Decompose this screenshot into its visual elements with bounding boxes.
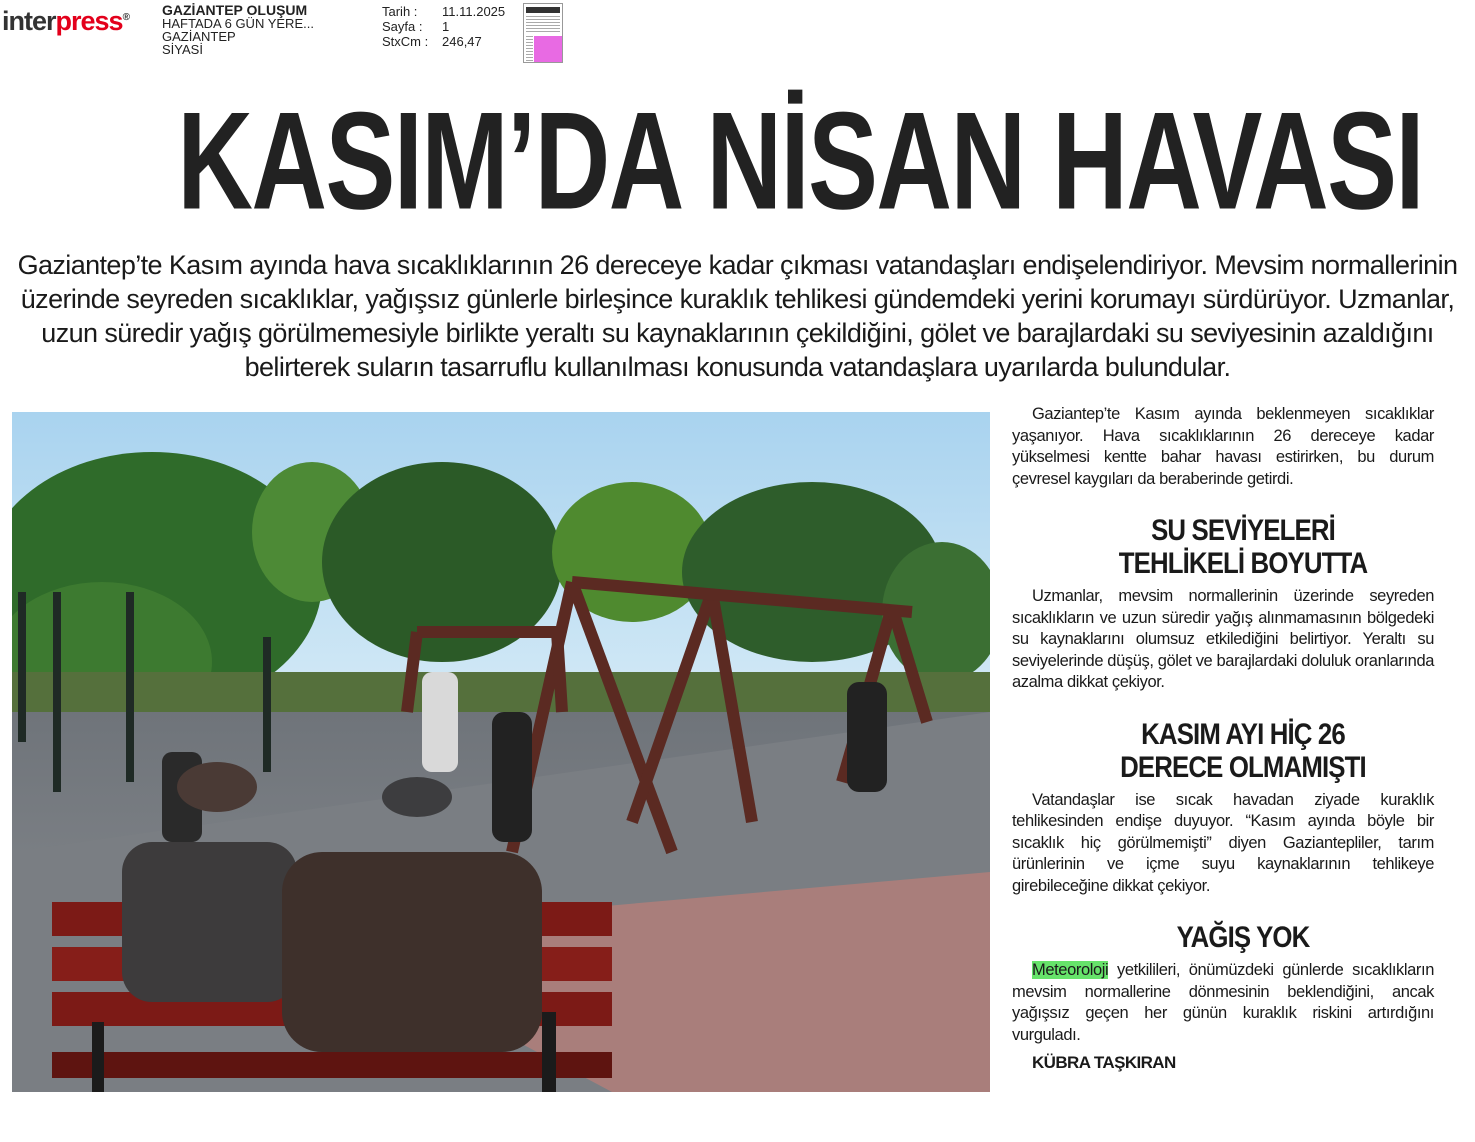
article-sidebar [1012, 402, 1434, 1074]
interpress-logo [2, 6, 129, 37]
author-byline: KÜBRA TAŞKIRAN [1032, 1053, 1176, 1072]
date-value: 11.11.2025 [442, 4, 506, 19]
thumbnail-text [526, 16, 560, 34]
page-label: Sayfa : [382, 19, 423, 34]
thumbnail-masthead [526, 7, 560, 13]
publication-category: SİYASİ [162, 42, 203, 57]
highlighted-keyword: Meteoroloji [1032, 961, 1109, 979]
date-label: Tarih : [382, 4, 418, 19]
page-value: 1 [442, 19, 450, 34]
section1-title [1079, 514, 1408, 580]
section2-title [1079, 718, 1408, 784]
section3-body [1012, 960, 1434, 1046]
thumbnail-article-highlight [534, 36, 562, 62]
clipping-meta [382, 4, 505, 49]
article-lead: Gaziantep’te Kasım ayında hava sıcaklıklarının 26 dereceye kadar çıkması vatandaşları endişelendiriyor. Mevsim normallerinin üzerinde seyreden sıcaklıklar, yağışsız günlerle birleşince kuraklık tehlikesi gündemdeki yerini korumayı sürdürüyor. Uzmanlar, uzun süredir yağış görülmemesiyle birlikte yeraltı su kaynaklarının çekildiğini, gölet ve barajlardaki su seviyesinin azaldığını belirterek suların tasarruflu kullanılması konusunda vatandaşlara uyarılarda bulundular. [17, 250, 1458, 382]
size-label: StxCm : [382, 34, 429, 49]
publication-city: GAZİANTEP [162, 29, 236, 44]
section1-title-line2: TEHLİKELİ BOYUTTA [1118, 547, 1368, 580]
section2-title-line2: DERECE OLMAMIŞTI [1120, 750, 1366, 784]
section2-body: Vatandaşlar ise sıcak havadan ziyade kuraklık tehlikesinden endişe duyuyor. “Kasım ayında böyle bir sıcaklık hiç görülmemişti” diyen Gaziantepliler, tarım ürünlerinin ve içme suyu kaynaklarının tehlikeye girebileceğine dikkat çekiyor. [1012, 790, 1434, 895]
logo-registered: ® [122, 12, 129, 23]
section3-title: YAĞIŞ YOK [1176, 921, 1310, 954]
publication-name: GAZİANTEP OLUŞUM [162, 2, 308, 18]
article-headline: KASIM’DA NİSAN HAVASI [177, 82, 1424, 239]
publication-frequency: HAFTADA 6 GÜN YERE... [162, 16, 314, 31]
section1-title-line1: SU SEVİYELERİ [1151, 514, 1335, 547]
publication-info [162, 4, 314, 56]
section3-body-text: yetkilileri, önümüzdeki günlerde sıcaklıkların mevsim normallerine dönmesinin beklendiğini, ancak yağışsız geçen her günün kuraklık riskini artırdığını vurguladı. [1012, 961, 1434, 1044]
article-photo [12, 412, 990, 1092]
thumbnail-column [526, 36, 533, 62]
section1-body: Uzmanlar, mevsim normallerinin üzerinde seyreden sıcaklıkların ve uzun süredir yağış alınmamasının bölgedeki su kaynaklarını olumsuz etkilediğini belirtiyor. Yeraltı su seviyelerinde düşüş, gölet ve barajlardaki doluluk oranlarında azalma dikkat çekiyor. [1012, 587, 1434, 691]
intro-paragraph: Gaziantep’te Kasım ayında beklenmeyen sıcaklıklar yaşanıyor. Hava sıcaklıklarının 26 dereceye kadar yükselmesi kentte bahar havası estirirken, bu durum çevresel kaygıları da beraberinde getirdi. [1012, 405, 1434, 488]
page-thumbnail[interactable] [523, 3, 563, 63]
size-value: 246,47 [442, 34, 482, 49]
logo-press: press [55, 6, 123, 36]
logo-inter: inter [2, 6, 56, 36]
park-scene-illustration [12, 412, 990, 1092]
section2-title-line1: KASIM AYI HİÇ 26 [1141, 717, 1345, 751]
